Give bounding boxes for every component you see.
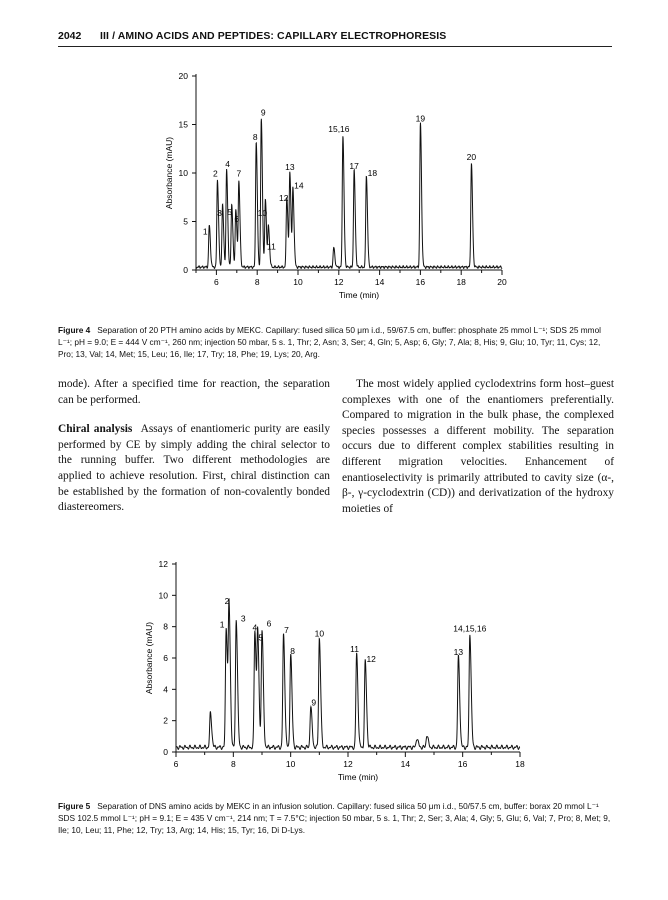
chart5-peak-label: 10 [314, 628, 325, 639]
right-column [342, 377, 614, 517]
figure-5-chart [0, 548, 668, 798]
chart4-x-tick-label: 16 [415, 277, 426, 287]
chart4-x-tick-label: 18 [456, 277, 466, 287]
chiral-analysis-text: Assays of enantiomeric purity are easily performed by CE by simply adding the chiral selector to the running buffer. Two different methodologies are applied to achieve resolution. First, chiral distinction can be established by the formation of non-covalently bonded diastereomers. [58, 423, 331, 514]
chart5-x-tick-label: 18 [515, 759, 525, 769]
running-header [58, 28, 612, 47]
chart4-y-axis-label: Absorbance (mAU) [164, 136, 174, 210]
chart5-peak-label: 14,15,16 [453, 623, 487, 634]
chart4-peak-label: 11 [267, 241, 276, 252]
chart4-peak-label: 13 [285, 161, 295, 172]
chart5-peak-label: 12 [366, 653, 376, 664]
figure-5-caption-text: Separation of DNS amino acids by MEKC in an infusion solution. Capillary: fused silica 50 μm i.d., 50/57.5 cm, buffer: borax 20 mmol L⁻¹ SDS 102.5 mmol L⁻¹; pH = 9.1; E = 435 V cm⁻¹, 214 nm; T = 7.5°C; injection 50 mbar, 5 s. 1, Thr; 2, Ser; 3, Ala; 4, Gly; 5, Glu; 6, Val; 7, Pro; 8, Met; 9, Ile; 10, Leu; 11, Phe; 12, Try; 13, Arg; 14, His; 15, Tyr; 16, Di D-Lys. [58, 801, 611, 835]
chart4-x-tick-label: 10 [293, 277, 303, 287]
chart5-peak-label: 13 [453, 647, 464, 658]
chart4-x-tick-label: 14 [374, 277, 385, 287]
figure-4-chart [0, 56, 668, 326]
chart5-peak-label: 6 [266, 618, 272, 629]
chart4-peak-label: 3 [217, 207, 222, 218]
chart4-x-axis-label: Time (min) [338, 290, 380, 300]
chart5-electropherogram-trace [176, 600, 520, 750]
chart4-peak-label: 4 [225, 159, 230, 169]
chart4-peak-label: 17 [349, 161, 359, 171]
figure-4-caption-text: Separation of 20 PTH amino acids by MEKC. Capillary: fused silica 50 μm i.d., 59/67.5 cm, buffer: phosphate 25 mmol L⁻¹; SDS 25 mmol L⁻¹; pH = 9.0; E = 444 V cm⁻¹, 260 nm; injection 50 mbar, 5 s. 1, Thr; 2, Asn; 3, Ser; 4, Gln; 5, Asp; 6, Gly; 7, Ala; 8, His; 9, Glu; 10, Tyr; 11, Cys; 12, Pro; 13, Val; 14, Met; 15, Leu; 16, Ile; 17, Try; 18, Phe; 19, Lys; 20, Arg. [58, 325, 602, 359]
chart5-x-tick-label: 14 [400, 759, 411, 769]
chart4-peak-label: 18 [367, 167, 378, 178]
chart4-x-tick-label: 20 [497, 277, 507, 287]
chart5-peak-label: 11 [350, 644, 360, 654]
page-number: 2042 [58, 30, 82, 42]
chart5-x-tick-label: 8 [230, 759, 236, 769]
chart4-x-tick-label: 6 [214, 277, 219, 287]
chart4-x-tick-label: 12 [334, 277, 344, 287]
chiral-analysis-heading: Chiral analysis [58, 423, 133, 436]
chart4-x-tick-label: 8 [254, 277, 260, 287]
chart5-peak-label: 9 [311, 697, 317, 708]
right-paragraph-1: The most widely applied cyclodextrins form host–guest complexes with one of the enantiomers preferentially. Compared to migration in the bulk phase, the complexed species possesses a different mobility. The separation occurs due to different complex stabilities resulting in different migration velocities. Enhancement of enantioselectivity is primarily attributed to cavity size (α-, β-, γ-cyclodextrin (CD)) and derivatization of the hydroxy moieties of [342, 378, 614, 515]
chart5-y-tick-label: 12 [158, 559, 168, 569]
chart5-peak-label: 5 [258, 632, 264, 643]
left-paragraph-1: mode). After a specified time for reaction, the separation can be performed. [58, 378, 330, 406]
chart4-y-tick-label: 10 [178, 168, 188, 178]
chart4-peak-label: 20 [466, 152, 477, 163]
chart4-peak-label: 12 [279, 193, 289, 204]
running-title: III / AMINO ACIDS AND PEPTIDES: CAPILLARY ELECTROPHORESIS [100, 30, 447, 42]
chart5-x-tick-label: 12 [343, 759, 353, 769]
figure-4-caption [58, 325, 614, 360]
chart5-y-tick-label: 6 [163, 653, 168, 663]
figure-5-caption [58, 801, 614, 836]
chart4-y-tick-label: 20 [178, 71, 188, 81]
chart4-peak-label: 6 [234, 213, 240, 224]
chart4-peak-label: 10 [257, 208, 268, 219]
chart5-y-tick-label: 0 [163, 747, 168, 757]
chart4-electropherogram-trace [196, 119, 502, 269]
figure-5-label: Figure 5 [58, 801, 91, 811]
chart4-peak-label: 2 [213, 168, 218, 179]
figure-4-label: Figure 4 [58, 325, 91, 335]
chart5-y-tick-label: 4 [163, 684, 168, 695]
chart5-y-tick-label: 8 [163, 621, 168, 632]
chart5-y-tick-label: 10 [158, 590, 168, 601]
chart5-x-tick-label: 10 [285, 759, 296, 769]
chart4-peak-label: 8 [252, 131, 258, 142]
chart4-peak-label: 15,16 [328, 124, 350, 135]
chart5-peak-label: 2 [224, 596, 230, 607]
chart4-y-tick-label: 15 [178, 119, 188, 130]
chart4-y-tick-label: 5 [183, 216, 188, 227]
chart5-peak-label: 1 [219, 619, 225, 630]
chart5-y-axis-label: Absorbance (mAU) [144, 621, 154, 695]
left-column [58, 377, 330, 516]
chart4-y-tick-label: 0 [183, 265, 188, 275]
chart4-peak-label: 9 [260, 107, 266, 118]
chart5-y-tick-label: 2 [163, 715, 168, 726]
chart4-peak-label: 19 [415, 113, 426, 124]
chart4-peak-label: 5 [227, 206, 233, 217]
left-paragraph-2 [58, 422, 330, 516]
chart5-peak-label: 8 [290, 646, 296, 656]
chart5-x-axis-label: Time (min) [337, 772, 379, 782]
chart5-peak-label: 4 [252, 622, 258, 633]
chart4-peak-label: 7 [236, 168, 242, 179]
chart4-peak-label: 14 [294, 180, 304, 191]
chart5-peak-label: 7 [284, 625, 289, 636]
chart4-peak-label: 1 [202, 226, 208, 237]
chart5-x-tick-label: 16 [457, 759, 468, 769]
chart5-x-tick-label: 6 [173, 759, 179, 769]
chart5-peak-label: 3 [240, 613, 246, 624]
